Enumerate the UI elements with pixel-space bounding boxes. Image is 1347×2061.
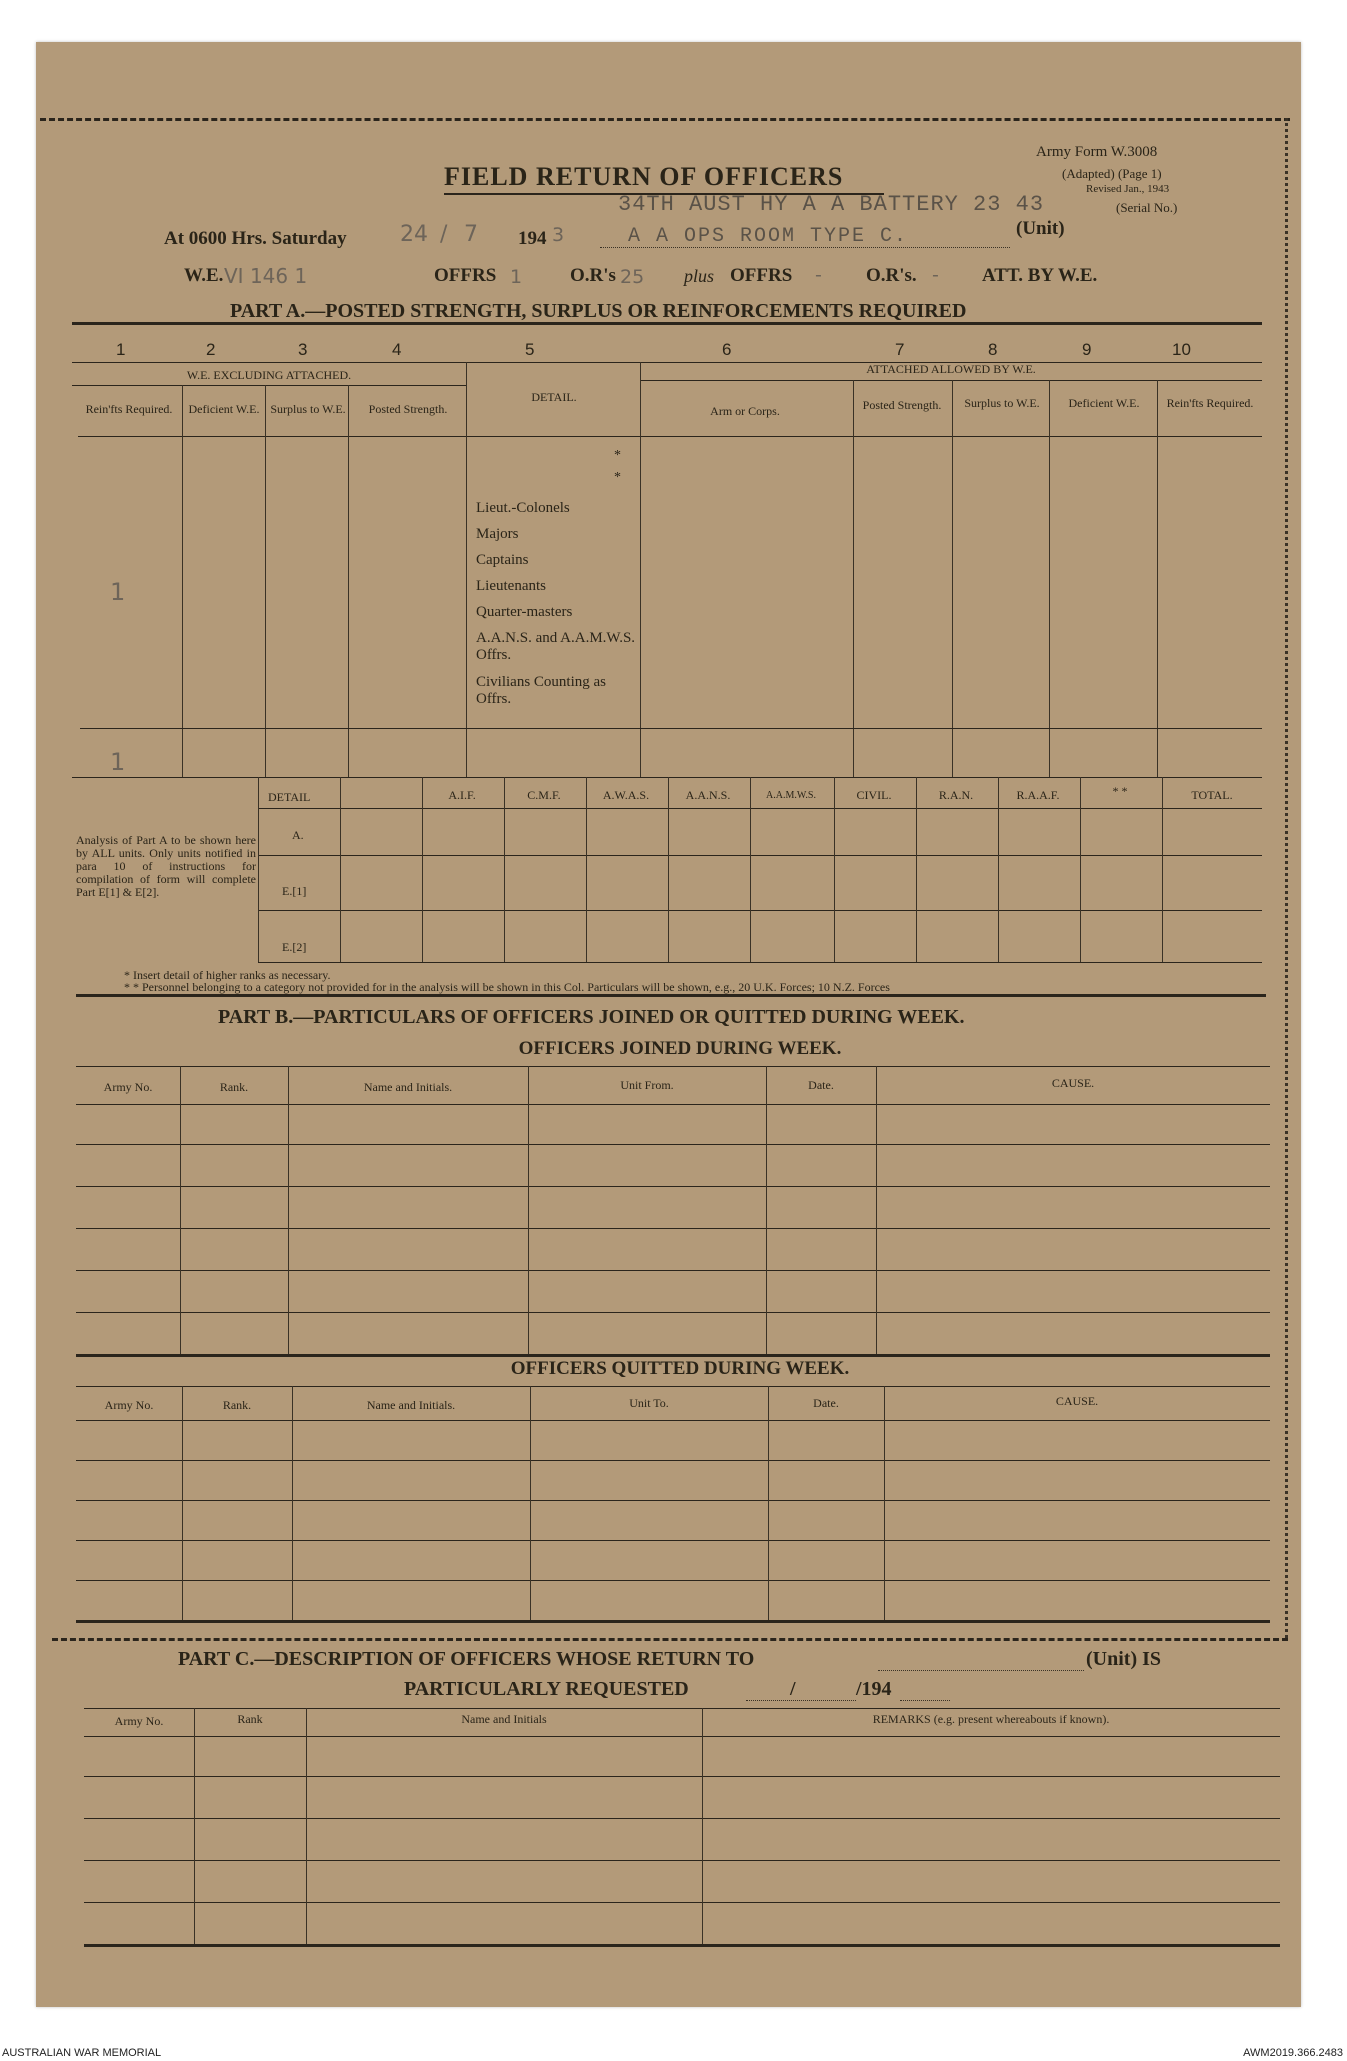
joined-col-unit-from: Unit From.	[620, 1078, 674, 1092]
vline-q5	[884, 1386, 885, 1620]
detail-star-1: *	[614, 448, 621, 463]
joined-row-rule-1	[76, 1144, 1270, 1145]
ors2-label: O.R's.	[866, 265, 917, 286]
analysis-bottom-rule	[258, 962, 1262, 963]
analysis-row-e1: E.[1]	[282, 884, 307, 898]
part-c-row-rule-4	[84, 1902, 1280, 1903]
group-left-rule	[72, 385, 466, 386]
part-a-bottom-rule	[72, 777, 1262, 778]
part-c-col-rank: Rank	[237, 1712, 263, 1726]
col-number-2: 2	[206, 340, 216, 359]
vline-q2	[292, 1386, 293, 1620]
part-c-col-remarks: REMARKS (e.g. present whereabouts if known).	[872, 1712, 1110, 1726]
joined-col-name: Name and Initials.	[363, 1080, 453, 1094]
col-number-6: 6	[722, 340, 732, 359]
rank-aans-aamws: A.A.N.S. and A.A.M.W.S. Offrs.	[476, 630, 636, 663]
vline-b1	[340, 777, 341, 962]
vline-q4	[768, 1386, 769, 1620]
analysis-col-total: TOTAL.	[1191, 788, 1233, 802]
head-bottom-rule	[78, 436, 1262, 437]
group-attached-allowed: ATTACHED ALLOWED BY W.E.	[866, 362, 1036, 376]
quitted-title: OFFICERS QUITTED DURING WEEK.	[510, 1358, 850, 1379]
quitted-top-rule	[76, 1386, 1270, 1387]
date-month: 7	[464, 222, 478, 247]
col-number-7: 7	[895, 340, 905, 359]
analysis-col-awas: A.W.A.S.	[602, 788, 650, 802]
joined-row-rule-2	[76, 1186, 1270, 1187]
part-c-row-rule-1	[84, 1776, 1280, 1777]
quitted-col-date: Date.	[813, 1396, 839, 1410]
offrs-label: OFFRS	[434, 265, 497, 286]
joined-top-rule	[76, 1066, 1270, 1067]
part-a-top-rule	[72, 322, 1262, 325]
offrs2-value: -	[815, 264, 822, 286]
rank-majors: Majors	[476, 526, 519, 542]
joined-row-rule-4	[76, 1270, 1270, 1271]
vline-a2	[265, 385, 266, 777]
unit-typed-line2: A A OPS ROOM TYPE C.	[628, 225, 909, 248]
form-adapted: (Adapted) (Page 1)	[1062, 166, 1162, 181]
vline-a1	[182, 385, 183, 777]
perforation-mid	[52, 1638, 1288, 1641]
offrs-value: 1	[510, 266, 523, 288]
joined-col-date: Date.	[808, 1078, 834, 1092]
analysis-row-a: A.	[292, 828, 304, 842]
quitted-row-rule-4	[76, 1580, 1270, 1581]
unit-typed-line1: 34TH AUST HY A A BATTERY 23 43	[618, 192, 1045, 217]
quitted-head-rule	[76, 1420, 1270, 1421]
vline-b9	[998, 777, 999, 962]
ors2-value: -	[932, 264, 939, 286]
form-revised: Revised Jan., 1943	[1086, 183, 1170, 195]
vline-b5	[668, 777, 669, 962]
year-prefix: 194	[518, 228, 547, 249]
vline-a9	[1157, 380, 1158, 777]
part-c-row-rule-2	[84, 1818, 1280, 1819]
joined-row-rule-3	[76, 1228, 1270, 1229]
part-c-col-name: Name and Initials	[461, 1712, 547, 1726]
group-we-excluding: W.E. EXCLUDING ATTACHED.	[186, 368, 352, 382]
part-c-col-army-no: Army No.	[114, 1714, 164, 1728]
vline-j1	[180, 1066, 181, 1354]
analysis-row-rule-2	[258, 910, 1262, 911]
col-number-9: 9	[1082, 340, 1092, 359]
joined-col-rank: Rank.	[219, 1080, 249, 1094]
col-number-1: 1	[116, 340, 126, 359]
date-day: 24	[400, 222, 428, 247]
detail-star-2: *	[614, 470, 621, 485]
quitted-row-rule-1	[76, 1460, 1270, 1461]
vline-a5	[640, 362, 641, 777]
vline-b11	[1162, 777, 1163, 962]
vline-b8	[916, 777, 917, 962]
col-number-10: 10	[1172, 340, 1191, 359]
joined-head-rule	[76, 1104, 1270, 1105]
analysis-col-ran: R.A.N.	[938, 788, 974, 802]
analysis-col-raaf: R.A.A.F.	[1016, 788, 1060, 802]
att-label: ATT. BY W.E.	[982, 265, 1098, 286]
quitted-bottom-rule	[76, 1620, 1270, 1623]
analysis-row-rule-1	[258, 855, 1262, 856]
col-number-8: 8	[988, 340, 998, 359]
head-posted-strength: Posted Strength.	[368, 402, 448, 416]
part-c-row-rule-3	[84, 1860, 1280, 1861]
vline-b6	[750, 777, 751, 962]
vline-a8	[1049, 380, 1050, 777]
joined-title: OFFICERS JOINED DURING WEEK.	[518, 1038, 842, 1059]
part-b-title: PART B.—PARTICULARS OF OFFICERS JOINED OR QUITTED DURING WEEK.	[218, 1006, 965, 1028]
vline-b7	[834, 777, 835, 962]
part-c-date-dots	[746, 1700, 856, 1701]
part-c-year: /194	[856, 1678, 892, 1700]
part-c-date-sep: /	[790, 1678, 796, 1700]
at-time-label: At 0600 Hrs. Saturday	[164, 228, 347, 249]
date-sep: /	[440, 222, 448, 247]
quitted-col-cause: CAUSE.	[1055, 1394, 1099, 1408]
vline-a6	[853, 380, 854, 777]
army-form-number: Army Form W.3008	[1036, 144, 1158, 160]
part-c-unit-is: (Unit) IS	[1086, 1648, 1162, 1670]
vline-q1	[182, 1386, 183, 1620]
perforation-top	[40, 118, 1290, 121]
footnote-2: * * Personnel belonging to a category not provided for in the analysis will be shown in this Col. Particulars will be shown, e.g., 20 U.K. Forces; 10 N.Z. Forces	[124, 980, 890, 994]
joined-bottom-rule	[76, 1354, 1270, 1357]
quitted-col-unit-to: Unit To.	[629, 1396, 669, 1410]
analysis-col-other: * *	[1112, 784, 1128, 798]
vline-j5	[876, 1066, 877, 1354]
form-title: FIELD RETURN OF OFFICERS	[444, 162, 844, 191]
rank-quarter-masters: Quarter-masters	[476, 604, 573, 620]
vline-a4	[466, 362, 467, 777]
vline-c2	[306, 1708, 307, 1944]
part-c-head-rule	[84, 1736, 1280, 1737]
analysis-col-aif: A.I.F.	[448, 788, 476, 802]
joined-col-cause: CAUSE.	[1051, 1076, 1095, 1090]
col-number-5: 5	[525, 340, 535, 359]
part-b-top-rule	[76, 994, 1266, 997]
joined-col-army-no: Army No.	[103, 1080, 153, 1094]
analysis-head-rule	[258, 808, 1262, 809]
part-c-top-rule	[84, 1708, 1280, 1709]
analysis-col-civil: CIVIL.	[856, 788, 892, 802]
form-serial-label: (Serial No.)	[1116, 200, 1178, 215]
analysis-col-aans: A.A.N.S.	[685, 788, 731, 802]
part-c-unit-dots	[878, 1670, 1084, 1671]
quitted-row-rule-2	[76, 1500, 1270, 1501]
part-c-requested: PARTICULARLY REQUESTED	[404, 1678, 689, 1700]
analysis-note: Analysis of Part A to be shown here by ALL units. Only units notified in para 10 of instructions for compilation of form will complete Part E[1] & E[2].	[76, 833, 256, 899]
unit-dotted-line	[600, 247, 1010, 248]
analysis-col-aamws: A.A.M.W.S.	[766, 790, 816, 801]
analysis-detail-label: DETAIL	[268, 790, 311, 804]
footer-accession-id: AWM2019.366.2483	[1243, 2047, 1343, 2059]
vline-b4	[586, 777, 587, 962]
offrs2-label: OFFRS	[730, 265, 793, 286]
vline-b2	[422, 777, 423, 962]
we-value: VI 146 1	[224, 264, 308, 288]
head-deficient-we: Deficient W.E.	[188, 402, 260, 416]
footnote-1: * Insert detail of higher ranks as necessary.	[124, 968, 331, 982]
vline-q3	[530, 1386, 531, 1620]
head-reinfts-required: Rein'fts Required.	[85, 402, 173, 416]
perforation-right	[1285, 118, 1288, 1638]
head-att-posted-strength: Posted Strength.	[862, 398, 942, 412]
we-label: W.E.	[184, 265, 224, 286]
joined-row-rule-5	[76, 1312, 1270, 1313]
head-att-reinfts: Rein'fts Required.	[1166, 396, 1254, 410]
col-number-3: 3	[298, 340, 308, 359]
part-c-title: PART C.—DESCRIPTION OF OFFICERS WHOSE RETURN TO	[178, 1648, 755, 1670]
plus-label: plus	[684, 266, 715, 286]
group-right-rule	[640, 380, 1262, 381]
ors-value: 25	[620, 266, 645, 288]
vline-a3	[348, 385, 349, 777]
rank-lieutenants: Lieutenants	[476, 578, 546, 594]
analysis-col-cmf: C.M.F.	[527, 788, 561, 802]
col-number-4: 4	[392, 340, 402, 359]
ors-label: O.R's	[570, 265, 616, 286]
head-detail: DETAIL.	[531, 390, 577, 404]
totals-rule	[80, 728, 1262, 729]
vline-c1	[194, 1708, 195, 1944]
vline-j3	[528, 1066, 529, 1354]
quitted-col-name: Name and Initials.	[366, 1398, 456, 1412]
head-att-surplus: Surplus to W.E.	[964, 396, 1040, 410]
vline-j4	[766, 1066, 767, 1354]
vline-j2	[288, 1066, 289, 1354]
unit-label: (Unit)	[1016, 218, 1065, 239]
vline-c3	[702, 1708, 703, 1944]
rank-civilians: Civilians Counting as Offrs.	[476, 674, 607, 707]
rank-captains: Captains	[476, 552, 529, 568]
part-a-title: PART A.—POSTED STRENGTH, SURPLUS OR REINFORCEMENTS REQUIRED	[230, 300, 967, 322]
total-reinfts-required: 1	[110, 748, 126, 776]
head-arm-corps: Arm or Corps.	[710, 404, 780, 418]
part-c-year-dots	[900, 1700, 950, 1701]
footer-credit: AUSTRALIAN WAR MEMORIAL	[2, 2047, 162, 2059]
vline-a7	[952, 380, 953, 777]
vline-b3	[504, 777, 505, 962]
year-digit: 3	[552, 224, 565, 246]
vline-b0	[258, 777, 259, 962]
rank-lieut-colonels: Lieut.-Colonels	[476, 500, 570, 516]
entry-reinfts-required: 1	[110, 578, 126, 606]
vline-b10	[1080, 777, 1081, 962]
quitted-row-rule-3	[76, 1540, 1270, 1541]
head-surplus-we: Surplus to W.E.	[270, 402, 346, 416]
analysis-row-e2: E.[2]	[282, 940, 307, 954]
quitted-col-rank: Rank.	[222, 1398, 252, 1412]
quitted-col-army-no: Army No.	[104, 1398, 154, 1412]
head-att-deficient: Deficient W.E.	[1068, 396, 1140, 410]
part-c-bottom-rule	[84, 1944, 1280, 1947]
